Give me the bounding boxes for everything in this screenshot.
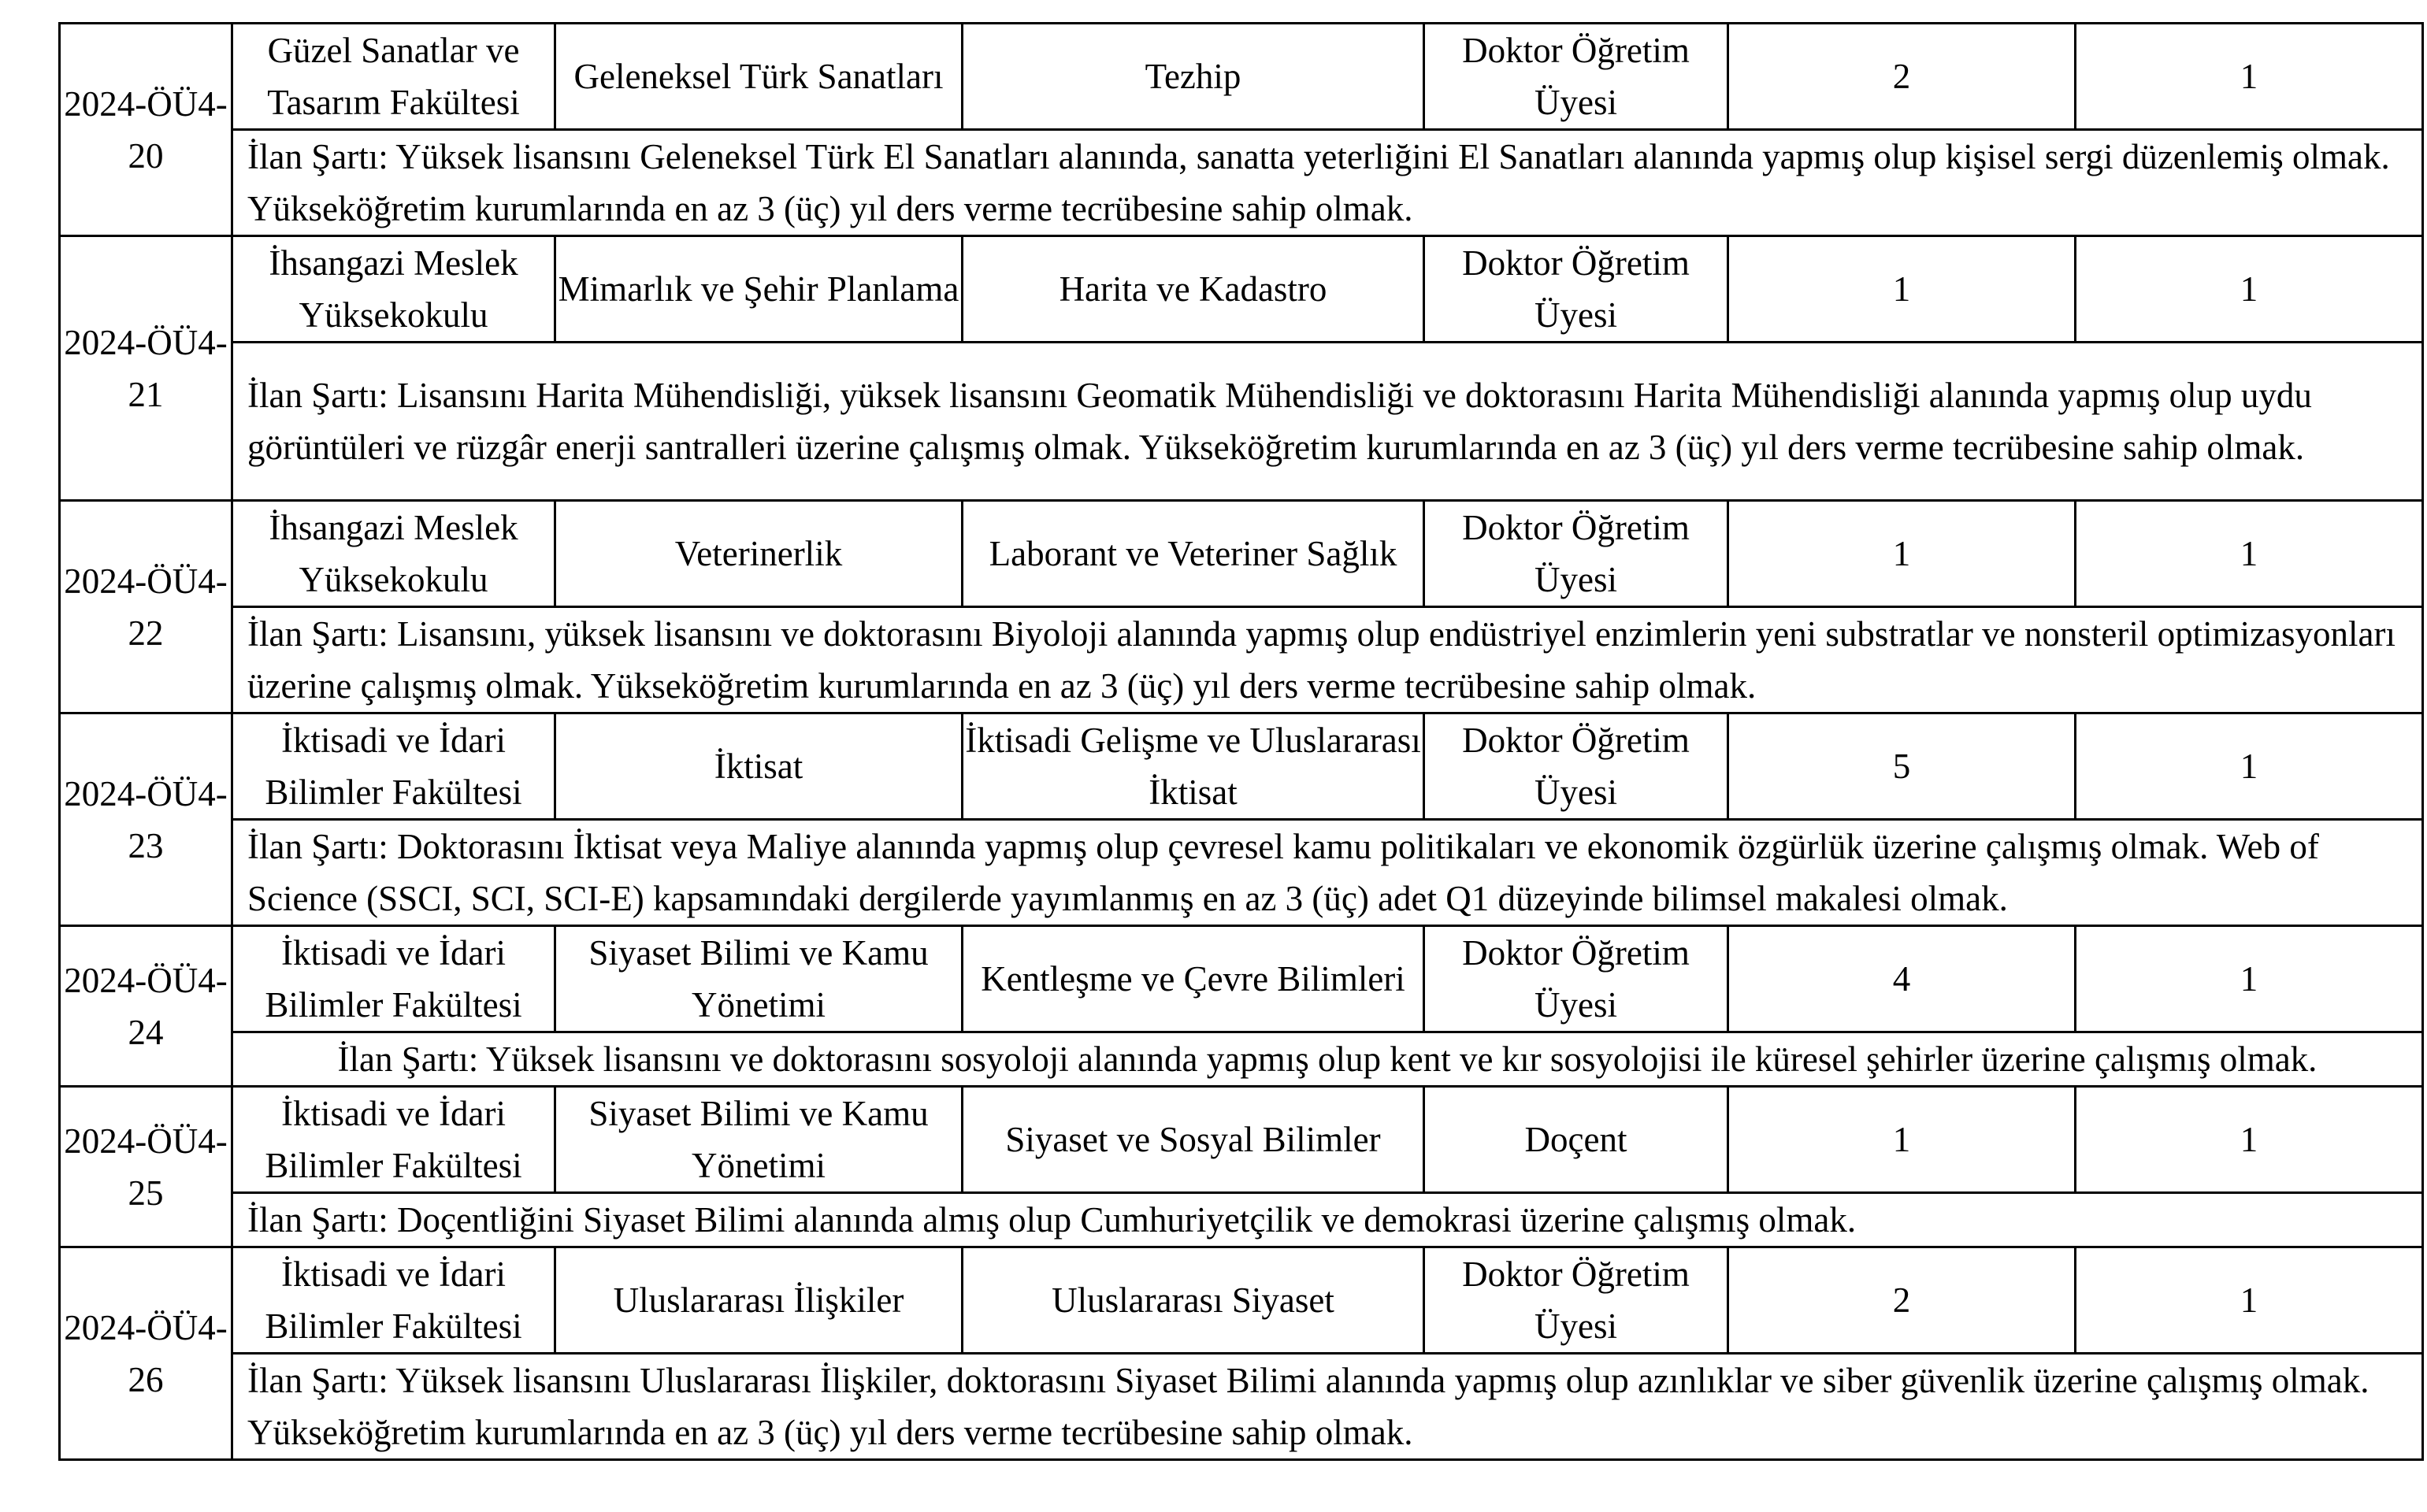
posting-code: 2024-ÖÜ4-26	[60, 1247, 232, 1460]
requirement-row	[60, 820, 2423, 926]
title-cell: Doktor Öğretim Üyesi	[1424, 24, 1728, 130]
requirement-row	[60, 1032, 2423, 1087]
unit-cell: İhsangazi Meslek Yüksekokulu	[232, 501, 555, 607]
unit-cell: İktisadi ve İdari Bilimler Fakültesi	[232, 926, 555, 1032]
degree-cell: 4	[1728, 926, 2076, 1032]
count-cell: 1	[2076, 24, 2423, 130]
count-cell: 1	[2076, 1087, 2423, 1193]
posting-code: 2024-ÖÜ4-25	[60, 1087, 232, 1247]
title-cell: Doktor Öğretim Üyesi	[1424, 501, 1728, 607]
department-cell: Siyaset Bilimi ve Kamu Yönetimi	[555, 1087, 963, 1193]
requirement-text: İlan Şartı: Doktorasını İktisat veya Maliye alanında yapmış olup çevresel kamu politikaları ve ekonomik özgürlük üzerine çalışmış olmak. Web of Science (SSCI, SCI, SCI-E) kapsamındaki dergilerde yayımlanmış en az 3 (üç) adet Q1 düzeyinde bilimsel makalesi olmak.	[232, 820, 2423, 926]
posting-code: 2024-ÖÜ4-21	[60, 236, 232, 501]
department-cell: Siyaset Bilimi ve Kamu Yönetimi	[555, 926, 963, 1032]
posting-code: 2024-ÖÜ4-23	[60, 713, 232, 926]
department-cell: Veterinerlik	[555, 501, 963, 607]
department-cell: Uluslararası İlişkiler	[555, 1247, 963, 1354]
program-cell: Tezhip	[963, 24, 1424, 130]
posting-code: 2024-ÖÜ4-20	[60, 24, 232, 236]
department-cell: Geleneksel Türk Sanatları	[555, 24, 963, 130]
degree-cell: 1	[1728, 501, 2076, 607]
count-cell: 1	[2076, 713, 2423, 820]
table-row	[60, 236, 2423, 343]
requirement-text: İlan Şartı: Yüksek lisansını Geleneksel Türk El Sanatları alanında, sanatta yeterliğini El Sanatları alanında yapmış olup kişisel sergi düzenlemiş olmak. Yükseköğretim kurumlarında en az 3 (üç) yıl ders verme tecrübesine sahip olmak.	[232, 130, 2423, 236]
title-cell: Doktor Öğretim Üyesi	[1424, 926, 1728, 1032]
count-cell: 1	[2076, 1247, 2423, 1354]
unit-cell: İktisadi ve İdari Bilimler Fakültesi	[232, 713, 555, 820]
announcement-page	[58, 22, 2421, 1461]
unit-cell: İhsangazi Meslek Yüksekokulu	[232, 236, 555, 343]
requirement-text: İlan Şartı: Doçentliğini Siyaset Bilimi alanında almış olup Cumhuriyetçilik ve demokrasi üzerine çalışmış olmak.	[232, 1193, 2423, 1247]
requirement-text: İlan Şartı: Lisansını, yüksek lisansını ve doktorasını Biyoloji alanında yapmış olup endüstriyel enzimlerin yeni substratlar ve nonsteril optimizasyonları üzerine çalışmış olmak. Yükseköğretim kurumlarında en az 3 (üç) yıl ders verme tecrübesine sahip olmak.	[232, 607, 2423, 713]
degree-cell: 2	[1728, 24, 2076, 130]
table-row	[60, 713, 2423, 820]
unit-cell: İktisadi ve İdari Bilimler Fakültesi	[232, 1087, 555, 1193]
department-cell: Mimarlık ve Şehir Planlama	[555, 236, 963, 343]
requirement-text: İlan Şartı: Yüksek lisansını ve doktorasını sosyoloji alanında yapmış olup kent ve kır sosyolojisi ile küresel şehirler üzerine çalışmış olmak.	[232, 1032, 2423, 1087]
program-cell: İktisadi Gelişme ve Uluslararası İktisat	[963, 713, 1424, 820]
requirement-row	[60, 343, 2423, 501]
title-cell: Doktor Öğretim Üyesi	[1424, 713, 1728, 820]
title-cell: Doçent	[1424, 1087, 1728, 1193]
count-cell: 1	[2076, 236, 2423, 343]
program-cell: Harita ve Kadastro	[963, 236, 1424, 343]
requirement-text: İlan Şartı: Lisansını Harita Mühendisliği, yüksek lisansını Geomatik Mühendisliği ve doktorasını Harita Mühendisliği alanında yapmış olup uydu görüntüleri ve rüzgâr enerji santralleri üzerine çalışmış olmak. Yükseköğretim kurumlarında en az 3 (üç) yıl ders verme tecrübesine sahip olmak.	[232, 343, 2423, 501]
requirement-row	[60, 1354, 2423, 1460]
program-cell: Siyaset ve Sosyal Bilimler	[963, 1087, 1424, 1193]
degree-cell: 1	[1728, 1087, 2076, 1193]
table-row	[60, 1087, 2423, 1193]
degree-cell: 5	[1728, 713, 2076, 820]
requirement-row	[60, 1193, 2423, 1247]
title-cell: Doktor Öğretim Üyesi	[1424, 236, 1728, 343]
degree-cell: 1	[1728, 236, 2076, 343]
program-cell: Kentleşme ve Çevre Bilimleri	[963, 926, 1424, 1032]
program-cell: Laborant ve Veteriner Sağlık	[963, 501, 1424, 607]
degree-cell: 2	[1728, 1247, 2076, 1354]
table-row	[60, 24, 2423, 130]
department-cell: İktisat	[555, 713, 963, 820]
count-cell: 1	[2076, 926, 2423, 1032]
table-row	[60, 926, 2423, 1032]
requirement-text: İlan Şartı: Yüksek lisansını Uluslararası İlişkiler, doktorasını Siyaset Bilimi alanında yapmış olup azınlıklar ve siber güvenlik üzerine çalışmış olmak. Yükseköğretim kurumlarında en az 3 (üç) yıl ders verme tecrübesine sahip olmak.	[232, 1354, 2423, 1460]
table-row	[60, 501, 2423, 607]
unit-cell: İktisadi ve İdari Bilimler Fakültesi	[232, 1247, 555, 1354]
unit-cell: Güzel Sanatlar ve Tasarım Fakültesi	[232, 24, 555, 130]
posting-code: 2024-ÖÜ4-24	[60, 926, 232, 1087]
position-table	[58, 22, 2424, 1461]
table-row	[60, 1247, 2423, 1354]
count-cell: 1	[2076, 501, 2423, 607]
title-cell: Doktor Öğretim Üyesi	[1424, 1247, 1728, 1354]
program-cell: Uluslararası Siyaset	[963, 1247, 1424, 1354]
posting-code: 2024-ÖÜ4-22	[60, 501, 232, 713]
requirement-row	[60, 607, 2423, 713]
requirement-row	[60, 130, 2423, 236]
